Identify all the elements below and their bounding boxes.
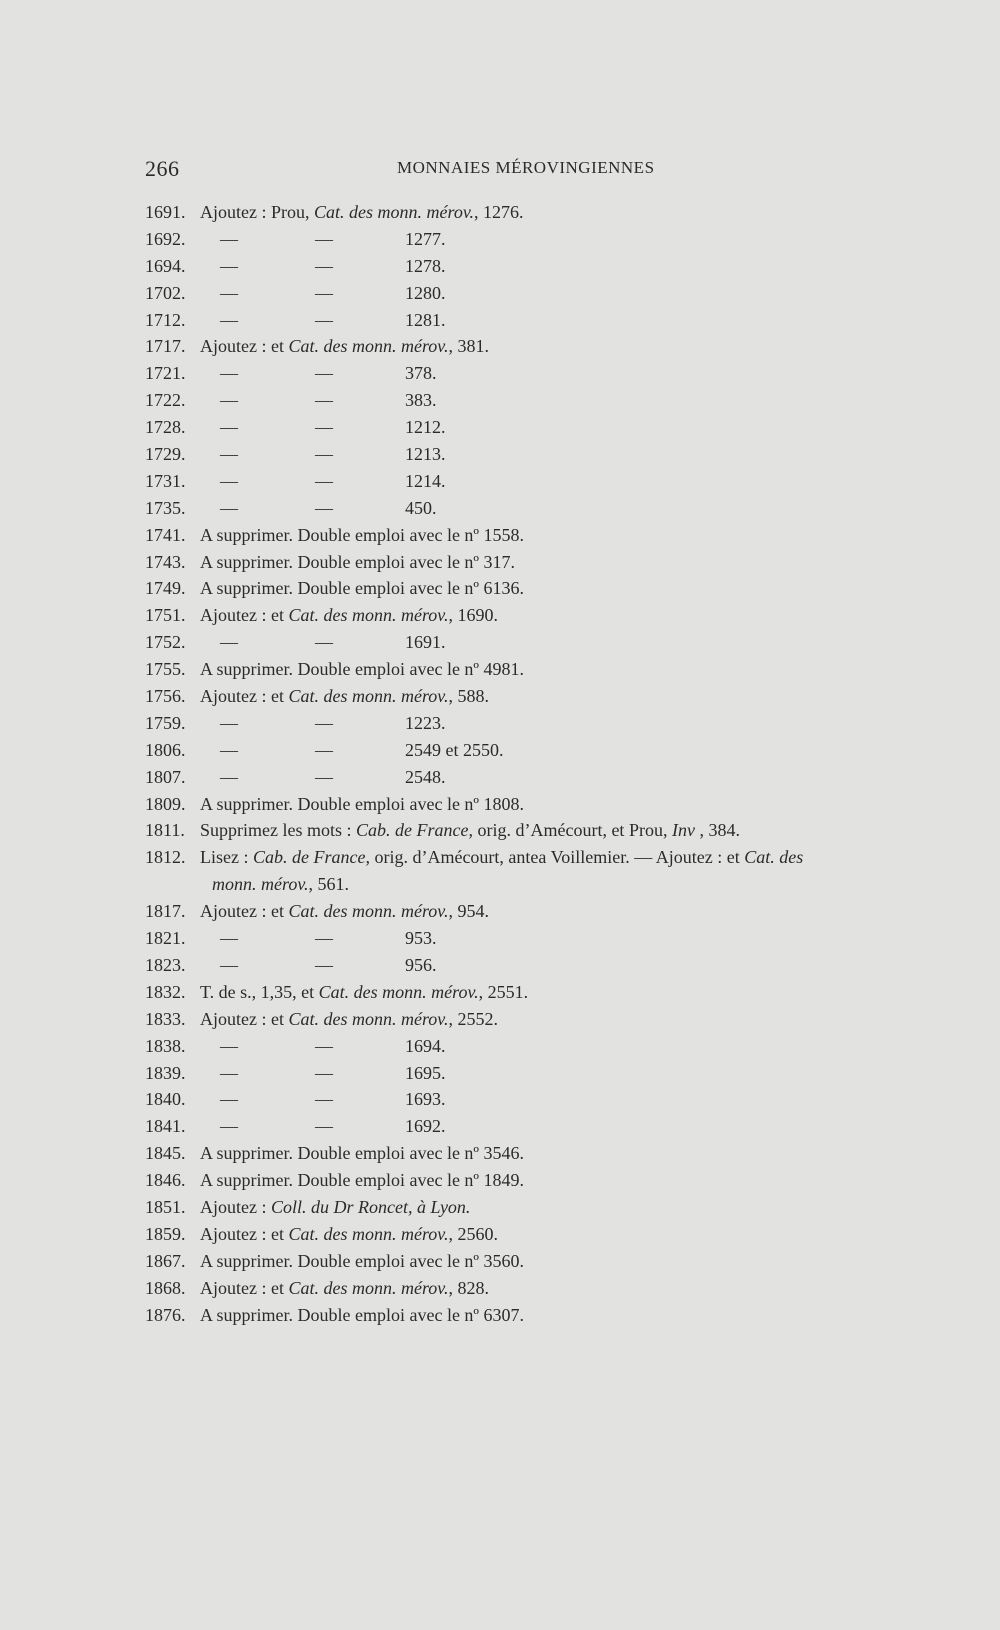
entry-value: 956. — [405, 954, 437, 975]
entry-number: 1728. — [145, 417, 186, 438]
italic-reference: Cab. de France, — [356, 820, 473, 841]
entry-text — [200, 898, 489, 925]
entry-number: 1821. — [145, 928, 186, 949]
entry-text — [200, 1060, 446, 1087]
text-run: A supprimer. Double emploi avec le nº 317. — [200, 551, 516, 572]
errata-entry — [145, 1113, 905, 1140]
errata-entry — [145, 522, 905, 549]
text-run: , 1276. — [473, 202, 524, 222]
entry-number: 1823. — [145, 954, 186, 975]
entry-value: 2549 et 2550. — [405, 739, 504, 760]
entry-value: 450. — [405, 497, 437, 518]
italic-reference: Cat. des — [744, 847, 804, 868]
entry-text — [200, 1221, 498, 1248]
errata-entry — [145, 1006, 905, 1033]
text-run: , 828. — [448, 1277, 489, 1298]
italic-reference: Coll. du Dr Roncet, à Lyon. — [270, 1196, 471, 1217]
ditto-dash: — — [315, 444, 333, 465]
entry-number: 1751. — [145, 605, 186, 626]
entry-number: 1731. — [145, 470, 186, 491]
entry-number: 1694. — [145, 255, 186, 276]
ditto-dash: — — [315, 712, 333, 733]
entry-text — [200, 414, 446, 441]
ditto-dash: — — [220, 255, 238, 276]
entry-number: 1721. — [145, 363, 186, 384]
italic-reference: Cat. des monn. mérov. — [288, 1277, 449, 1298]
entry-number: 1867. — [145, 1250, 186, 1271]
italic-reference: Cat. des monn. mérov. — [288, 901, 449, 922]
ditto-dash: — — [315, 228, 333, 249]
entry-number: 1868. — [145, 1277, 186, 1298]
text-run: A supprimer. Double emploi avec le nº 1808. — [200, 793, 525, 814]
entry-number: 1735. — [145, 497, 186, 518]
text-run: , 384. — [694, 820, 740, 841]
ditto-dash: — — [315, 739, 333, 760]
errata-entry — [145, 629, 905, 656]
entry-value: 1223. — [405, 712, 446, 733]
ditto-dash: — — [220, 390, 238, 411]
entry-text — [200, 1302, 524, 1329]
entry-text — [200, 1167, 524, 1194]
entry-text — [200, 710, 446, 737]
entry-number: 1845. — [145, 1143, 186, 1164]
text-run: A supprimer. Double emploi avec le nº 1558. — [200, 524, 525, 545]
entry-number: 1846. — [145, 1170, 186, 1191]
ditto-dash: — — [220, 417, 238, 438]
text-run: A supprimer. Double emploi avec le nº 6307. — [200, 1304, 525, 1325]
errata-entry — [145, 1275, 905, 1302]
italic-reference: Cat. des monn. mérov. — [288, 686, 449, 707]
errata-entry — [145, 764, 905, 791]
ditto-dash: — — [315, 1062, 333, 1083]
entry-text — [200, 307, 446, 334]
entry-text — [200, 737, 504, 764]
text-run: Lisez : — [200, 847, 253, 868]
ditto-dash: — — [315, 363, 333, 384]
errata-entry — [145, 360, 905, 387]
entry-number: 1809. — [145, 793, 186, 814]
ditto-dash: — — [315, 1116, 333, 1137]
errata-entry — [145, 710, 905, 737]
entry-text — [200, 683, 489, 710]
text-run: , 1690. — [448, 605, 498, 626]
entry-text — [200, 387, 437, 414]
entry-text — [200, 791, 524, 818]
errata-entry — [145, 656, 905, 683]
ditto-dash: — — [220, 228, 238, 249]
entry-text — [200, 817, 740, 844]
ditto-dash: — — [220, 1062, 238, 1083]
ditto-dash: — — [220, 712, 238, 733]
entry-text — [200, 226, 446, 253]
errata-entry — [145, 495, 905, 522]
ditto-dash: — — [220, 470, 238, 491]
errata-entry — [145, 575, 905, 602]
errata-entry — [145, 871, 905, 898]
ditto-dash: — — [315, 632, 333, 653]
ditto-dash: — — [220, 954, 238, 975]
entry-text — [200, 280, 446, 307]
page-number: 266 — [145, 156, 180, 181]
text-run: Ajoutez : — [200, 1196, 271, 1217]
entry-value: 953. — [405, 928, 437, 949]
text-run: A supprimer. Double emploi avec le nº 4981. — [200, 659, 525, 680]
ditto-dash: — — [220, 1035, 238, 1056]
entry-value: 1277. — [405, 228, 446, 249]
entry-text — [200, 844, 803, 871]
entry-value: 378. — [405, 363, 437, 384]
errata-entry — [145, 979, 905, 1006]
entry-text — [200, 199, 523, 226]
errata-entry — [145, 817, 905, 844]
entry-text — [200, 764, 446, 791]
errata-entry — [145, 898, 905, 925]
entry-text — [200, 1275, 489, 1302]
text-run: A supprimer. Double emploi avec le nº 3546. — [200, 1143, 525, 1164]
entry-text — [200, 979, 528, 1006]
text-run: Ajoutez : et — [200, 1223, 289, 1244]
ditto-dash: — — [315, 766, 333, 787]
entry-text — [200, 952, 437, 979]
entry-value: 1212. — [405, 417, 446, 438]
entry-value: 383. — [405, 390, 437, 411]
entry-number: 1840. — [145, 1089, 186, 1110]
text-run: Ajoutez : et — [200, 901, 289, 922]
errata-entry — [145, 1060, 905, 1087]
entry-value: 1280. — [405, 282, 446, 303]
entry-number: 1717. — [145, 336, 186, 357]
errata-entry — [145, 1302, 905, 1329]
entry-text — [200, 1086, 446, 1113]
entry-text — [200, 253, 446, 280]
entry-number: 1832. — [145, 981, 186, 1002]
entry-text — [200, 1113, 446, 1140]
entry-text — [200, 522, 524, 549]
text-run: , 954. — [448, 901, 489, 922]
italic-reference: Inv — [671, 820, 695, 841]
text-run: Ajoutez : et — [200, 336, 289, 357]
entry-text — [200, 656, 524, 683]
text-run: orig. d’Amécourt, antea Voillemier. — Ajoutez : et — [369, 847, 745, 868]
entry-value: 1278. — [405, 255, 446, 276]
text-run: Ajoutez : et — [200, 605, 289, 626]
errata-entry — [145, 602, 905, 629]
entry-number: 1749. — [145, 578, 186, 599]
entry-number: 1741. — [145, 524, 186, 545]
errata-entry — [145, 1167, 905, 1194]
entry-text — [200, 1140, 524, 1167]
italic-reference: Cab. de France, — [252, 847, 370, 868]
ditto-dash: — — [315, 309, 333, 330]
ditto-dash: — — [220, 497, 238, 518]
errata-entry — [145, 683, 905, 710]
text-run: , 2560. — [448, 1223, 498, 1244]
errata-entry — [145, 199, 905, 226]
errata-entry — [145, 737, 905, 764]
entry-number: 1807. — [145, 766, 186, 787]
errata-entry — [145, 549, 905, 576]
entry-number: 1817. — [145, 901, 186, 922]
errata-list — [145, 199, 905, 1328]
entry-text — [200, 495, 437, 522]
text-run: A supprimer. Double emploi avec le nº 1849. — [200, 1170, 525, 1191]
text-run: , 2552. — [448, 1008, 498, 1029]
italic-reference: Cat. des monn. mérov. — [318, 981, 479, 1002]
entry-value: 1281. — [405, 309, 446, 330]
errata-entry — [145, 226, 905, 253]
italic-reference: Cat. des monn. mérov. — [314, 202, 474, 222]
ditto-dash: — — [220, 444, 238, 465]
entry-number: 1752. — [145, 632, 186, 653]
entry-text — [200, 549, 515, 576]
ditto-dash: — — [315, 1035, 333, 1056]
ditto-dash: — — [220, 766, 238, 787]
entry-number: 1841. — [145, 1116, 186, 1137]
text-run: Supprimez les mots : — [200, 820, 356, 841]
ditto-dash: — — [220, 632, 238, 653]
entry-number: 1729. — [145, 444, 186, 465]
ditto-dash: — — [220, 1116, 238, 1137]
errata-entry — [145, 925, 905, 952]
entry-value: 1691. — [405, 632, 446, 653]
errata-entry — [145, 791, 905, 818]
entry-number: 1756. — [145, 686, 186, 707]
text-run: , 588. — [448, 686, 489, 707]
text-run: , 381. — [448, 336, 489, 357]
entry-text — [212, 871, 349, 898]
entry-text — [200, 602, 498, 629]
ditto-dash: — — [315, 255, 333, 276]
entry-value: 1694. — [405, 1035, 446, 1056]
entry-text — [200, 1194, 470, 1221]
text-run: Ajoutez : et — [200, 1008, 289, 1029]
entry-value: 1693. — [405, 1089, 446, 1110]
italic-reference: monn. mérov. — [212, 874, 309, 895]
text-run: A supprimer. Double emploi avec le nº 6136. — [200, 578, 525, 599]
entry-number: 1833. — [145, 1008, 186, 1029]
ditto-dash: — — [220, 1089, 238, 1110]
entry-value: 1695. — [405, 1062, 446, 1083]
entry-number: 1876. — [145, 1304, 186, 1325]
ditto-dash: — — [220, 309, 238, 330]
errata-entry — [145, 468, 905, 495]
text-run: , 561. — [308, 874, 349, 895]
ditto-dash: — — [220, 739, 238, 760]
entry-number: 1806. — [145, 739, 186, 760]
ditto-dash: — — [315, 1089, 333, 1110]
ditto-dash: — — [315, 390, 333, 411]
errata-entry — [145, 1033, 905, 1060]
text-run: , 2551. — [478, 981, 529, 1002]
entry-value: 2548. — [405, 766, 446, 787]
entry-number: 1722. — [145, 390, 186, 411]
entry-number: 1812. — [145, 847, 186, 868]
entry-text — [200, 629, 446, 656]
running-title: MONNAIES MÉROVINGIENNES — [397, 158, 655, 177]
ditto-dash: — — [315, 470, 333, 491]
entry-number: 1839. — [145, 1062, 186, 1083]
entry-value: 1214. — [405, 470, 446, 491]
entry-text — [200, 360, 437, 387]
errata-entry — [145, 1248, 905, 1275]
text-run: orig. d’Amécourt, et Prou, — [472, 820, 672, 841]
errata-entry — [145, 952, 905, 979]
italic-reference: Cat. des monn. mérov. — [288, 605, 449, 626]
italic-reference: Cat. des monn. mérov. — [288, 336, 449, 357]
text-run: A supprimer. Double emploi avec le nº 3560. — [200, 1250, 525, 1271]
entry-text — [200, 1006, 498, 1033]
errata-entry — [145, 1086, 905, 1113]
text-run: T. de s., 1,35, et — [200, 981, 319, 1002]
entry-number: 1851. — [145, 1196, 186, 1217]
errata-entry — [145, 1194, 905, 1221]
entry-number: 1743. — [145, 551, 186, 572]
errata-entry — [145, 1221, 905, 1248]
entry-number: 1691. — [145, 202, 186, 222]
entry-value: 1213. — [405, 444, 446, 465]
entry-number: 1759. — [145, 712, 186, 733]
ditto-dash: — — [315, 928, 333, 949]
errata-entry — [145, 333, 905, 360]
ditto-dash: — — [220, 928, 238, 949]
ditto-dash: — — [315, 282, 333, 303]
entry-number: 1712. — [145, 309, 186, 330]
italic-reference: Cat. des monn. mérov. — [288, 1008, 449, 1029]
italic-reference: Cat. des monn. mérov. — [288, 1223, 449, 1244]
ditto-dash: — — [315, 497, 333, 518]
errata-entry — [145, 253, 905, 280]
ditto-dash: — — [315, 417, 333, 438]
entry-text — [200, 575, 524, 602]
entry-number: 1811. — [145, 820, 185, 841]
errata-entry — [145, 307, 905, 334]
entry-text — [200, 1248, 524, 1275]
entry-value: 1692. — [405, 1116, 446, 1137]
entry-number: 1859. — [145, 1223, 186, 1244]
errata-entry — [145, 387, 905, 414]
entry-text — [200, 333, 489, 360]
entry-number: 1702. — [145, 282, 186, 303]
ditto-dash: — — [220, 282, 238, 303]
ditto-dash: — — [315, 954, 333, 975]
entry-text — [200, 468, 446, 495]
errata-entry — [145, 414, 905, 441]
text-run: Ajoutez : Prou, — [200, 202, 314, 222]
text-run: Ajoutez : et — [200, 686, 289, 707]
entry-text — [200, 441, 446, 468]
ditto-dash: — — [220, 363, 238, 384]
errata-entry — [145, 441, 905, 468]
entry-number: 1692. — [145, 228, 186, 249]
entry-number: 1755. — [145, 659, 186, 680]
text-run: Ajoutez : et — [200, 1277, 289, 1298]
entry-text — [200, 1033, 446, 1060]
errata-entry — [145, 280, 905, 307]
errata-entry — [145, 844, 905, 871]
entry-number: 1838. — [145, 1035, 186, 1056]
entry-text — [200, 925, 437, 952]
errata-entry — [145, 1140, 905, 1167]
